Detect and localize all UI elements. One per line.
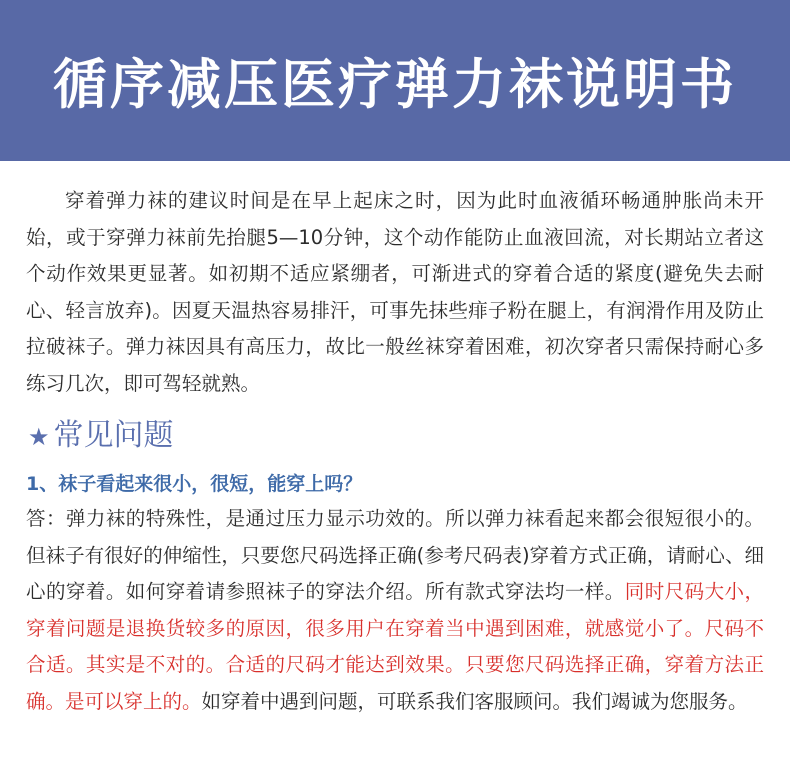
intro-paragraph: 穿着弹力袜的建议时间是在早上起床之时，因为此时血液循环畅通肿胀尚未开始，或于穿弹力袜前先抬腿5—10分钟，这个动作能防止血液回流，对长期站立者这个动作效果更显著。如初期不适应紧绷者，可渐进式的穿着合适的紧度(避免失去耐心、轻言放弃)。因夏天温热容易排汗，可事先抹些痱子粉在腿上，有润滑作用及防止拉破袜子。弹力袜因具有高压力，故比一般丝袜穿着困难，初次穿者只需保持耐心多练习几次，即可驾轻就熟。 [26,189,764,395]
faq-heading [28,414,764,459]
content-area [0,183,790,720]
faq-heading-text: 常见问题 [53,418,174,453]
answer-text: 答：弹力袜的特殊性，是通过压力显示功效的。所以弹力袜看起来都会很短很小的。但袜子有很好的伸缩性，只要您尺码选择正确(参考尺码表)穿着方式正确，请耐心、细心的穿着。如何穿着请参照袜子的穿法介绍。所有款式穿法均一样。 [26,507,764,603]
page-title: 循序减压医疗弹力袜说明书 [53,52,737,116]
answer-highlight: 同时尺码大小，穿着问题是退换货较多的原因，很多用户在穿着当中遇到困难，就感觉小了。尺码不合适。其实是不对的。合适的尺码才能达到效果。只要您尺码选择正确，穿着方法正确。是可以穿上的。 [26,580,764,713]
faq-question: 1、袜子看起来很小，很短，能穿上吗？ [26,473,363,495]
answer-closing: 如穿着中遇到问题，可联系我们客服顾问。我们竭诚为您服务。 [201,689,748,713]
star-icon: ★ [28,423,50,451]
faq-answer [26,501,764,720]
title-banner [0,0,790,161]
